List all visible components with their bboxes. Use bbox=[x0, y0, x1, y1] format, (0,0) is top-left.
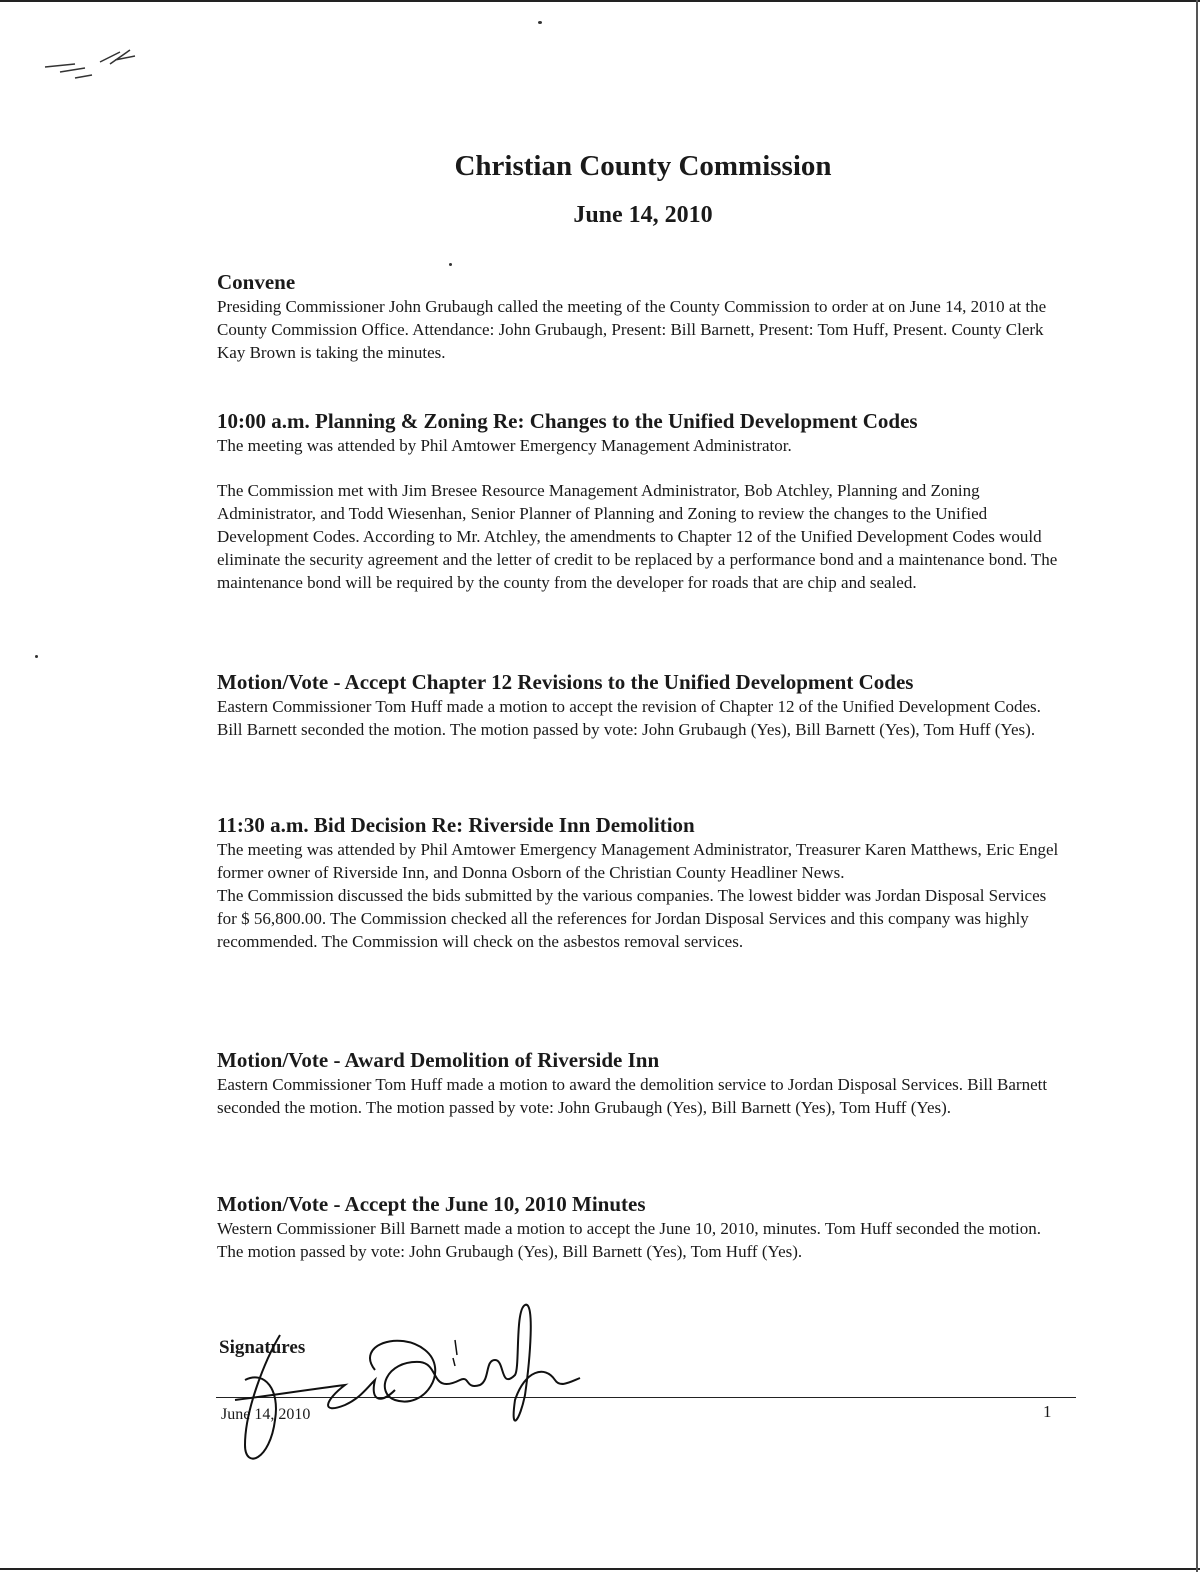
page-number: 1 bbox=[1043, 1402, 1052, 1421]
section-heading: Motion/Vote - Accept the June 10, 2010 Minutes bbox=[217, 1192, 646, 1216]
section-motion-chapter-12 bbox=[217, 670, 1067, 741]
scan-edge-bottom bbox=[0, 1568, 1200, 1570]
section-paragraph: The meeting was attended by Phil Amtower Emergency Management Administrator. bbox=[217, 436, 792, 455]
section-paragraph: Eastern Commissioner Tom Huff made a motion to accept the revision of Chapter 12 of the Unified Development Codes. Bill Barnett seconded the motion. The motion passed by vote: John Grubaugh (Yes), Bill Barnett (Yes), Tom Huff (Yes). bbox=[217, 697, 1041, 739]
signature-date: June 14, 2010 bbox=[221, 1406, 311, 1423]
section-heading: Motion/Vote - Award Demolition of Riverside Inn bbox=[217, 1048, 660, 1072]
stray-dot bbox=[538, 21, 542, 24]
section-heading: Convene bbox=[217, 270, 296, 294]
section-paragraph: The Commission met with Jim Bresee Resource Management Administrator, Bob Atchley, Planning and Zoning Administrator, and Todd Wiesenhan, Senior Planner of Planning and Zoning to review the changes to the Unified Development Codes. According to Mr. Atchley, the amendments to Chapter 12 of the Unified Development Codes would eliminate the security agreement and the letter of credit to be replaced by a performance bond and a maintenance bond. The maintenance bond will be required by the county from the developer for roads that are chip and sealed. bbox=[217, 481, 1058, 592]
scan-edge-top bbox=[0, 0, 1200, 2]
scan-edge-right bbox=[1196, 0, 1198, 1572]
section-motion-minutes bbox=[217, 1192, 1067, 1263]
scan-scribble-mark bbox=[40, 42, 140, 92]
section-paragraph: Eastern Commissioner Tom Huff made a motion to award the demolition service to Jordan Disposal Services. Bill Barnett seconded the motion. The motion passed by vote: John Grubaugh (Yes), Bill Barnett (Yes), Tom Huff (Yes). bbox=[217, 1075, 1048, 1117]
section-planning-zoning bbox=[217, 409, 1067, 594]
section-paragraph: Western Commissioner Bill Barnett made a motion to accept the June 10, 2010, minutes. Tom Huff seconded the motion. The motion passed by vote: John Grubaugh (Yes), Bill Barnett (Yes), Tom Huff (Yes). bbox=[217, 1219, 1042, 1261]
section-paragraph: Presiding Commissioner John Grubaugh called the meeting of the County Commission to order at on June 14, 2010 at the County Commission Office. Attendance: John Grubaugh, Present: Bill Barnett, Present: Tom Huff, Present. County Clerk Kay Brown is taking the minutes. bbox=[217, 297, 1047, 362]
section-heading: 11:30 a.m. Bid Decision Re: Riverside Inn Demolition bbox=[217, 813, 695, 837]
section-paragraph: The meeting was attended by Phil Amtower Emergency Management Administrator, Treasurer Karen Matthews, Eric Engel former owner of Riverside Inn, and Donna Osborn of the Christian County Headliner News. bbox=[217, 840, 1059, 882]
section-convene bbox=[217, 270, 1067, 364]
document-title: Christian County Commission bbox=[454, 150, 832, 182]
section-paragraph: The Commission discussed the bids submitted by the various companies. The lowest bidder was Jordan Disposal Services for $ 56,800.00. The Commission checked all the references for Jordan Disposal Services and this company was highly recommended. The Commission will check on the asbestos removal services. bbox=[217, 886, 1047, 951]
section-motion-demolition bbox=[217, 1048, 1067, 1119]
section-heading: 10:00 a.m. Planning & Zoning Re: Changes to the Unified Development Codes bbox=[217, 409, 918, 433]
handwritten-signature bbox=[225, 1300, 595, 1470]
section-bid-decision bbox=[217, 813, 1067, 953]
signatures-label: Signatures bbox=[219, 1337, 306, 1358]
stray-dot bbox=[35, 655, 38, 658]
section-heading: Motion/Vote - Accept Chapter 12 Revisions to the Unified Development Codes bbox=[217, 670, 914, 694]
document-date: June 14, 2010 bbox=[573, 202, 713, 228]
stray-dot bbox=[449, 263, 452, 266]
